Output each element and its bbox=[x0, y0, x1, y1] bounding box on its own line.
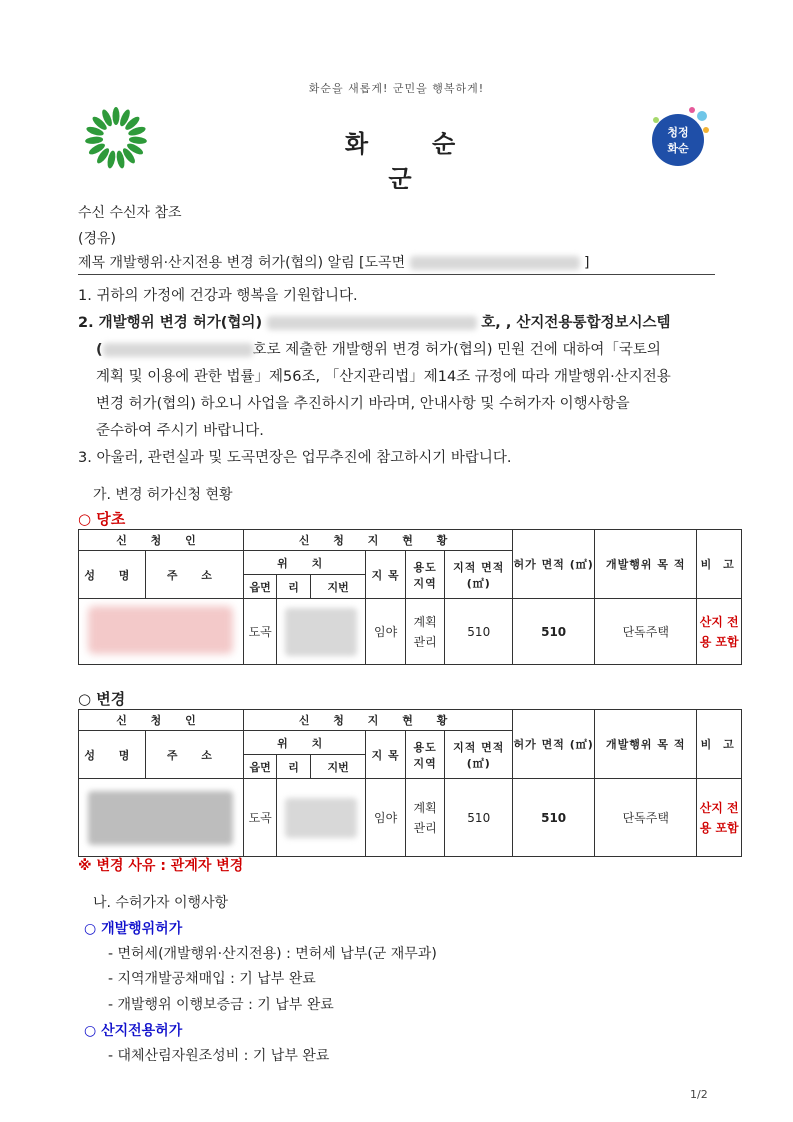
group-2-title: ○ 산지전용허가 bbox=[84, 1023, 183, 1039]
col-remark: 비 고 bbox=[697, 710, 742, 779]
group-1-item-2: - 지역개발공채매입 : 기 납부 완료 bbox=[108, 971, 316, 987]
col-land-category: 지 목 bbox=[366, 551, 405, 599]
item-2-line-2 bbox=[78, 337, 718, 364]
cell-purpose: 단독주택 bbox=[595, 779, 697, 857]
cell-permit-area: 510 bbox=[513, 779, 595, 857]
col-lot: 지번 bbox=[310, 575, 366, 599]
item-3: 3. 아울러, 관련실과 및 도곡면장은 업무추진에 참고하시기 바랍니다. bbox=[78, 450, 512, 466]
redacted-block bbox=[285, 798, 357, 838]
col-applicant: 신 청 인 bbox=[79, 530, 244, 551]
cell-purpose: 단독주택 bbox=[595, 599, 697, 665]
group-1-item-1: - 면허세(개발행위·산지전용) : 면허세 납부(군 재무과) bbox=[108, 946, 437, 962]
cell-village-lot bbox=[277, 779, 366, 857]
col-address: 주 소 bbox=[145, 551, 243, 599]
change-reason: ※ 변경 사유 : 관계자 변경 bbox=[78, 858, 244, 874]
col-location: 위 치 bbox=[243, 551, 365, 575]
county-logo-icon bbox=[80, 102, 152, 174]
col-purpose: 개발행위 목 적 bbox=[595, 710, 697, 779]
item-2-line-5: 준수하여 주시기 바랍니다. bbox=[96, 423, 264, 439]
item-2-paren: ( bbox=[96, 342, 103, 358]
redacted-block bbox=[410, 256, 580, 270]
col-township: 읍면 bbox=[243, 755, 276, 779]
item-2-line-1 bbox=[78, 310, 718, 337]
applicant-cell bbox=[79, 599, 244, 665]
col-land-category: 지 목 bbox=[366, 731, 405, 779]
item-2-text: 호로 제출한 개발행위 변경 허가(협의) 민원 건에 대하여「국토의 bbox=[252, 342, 661, 358]
cell-township: 도곡 bbox=[243, 599, 276, 665]
item-2-line-4: 변경 허가(협의) 하오니 사업을 추진하시기 바라며, 안내사항 및 수허가자 이행사항을 bbox=[96, 396, 630, 412]
svg-text:청정: 청정 bbox=[667, 126, 689, 139]
col-lot: 지번 bbox=[310, 755, 366, 779]
item-2-heading: 2. 개발행위 변경 허가(협의) bbox=[78, 315, 263, 331]
cell-zoning: 계획 관리 bbox=[405, 779, 444, 857]
cell-remark: 산지 전용 포함 bbox=[697, 779, 742, 857]
subject-close: ] bbox=[584, 255, 590, 271]
divider bbox=[78, 274, 715, 275]
section-a-title: 가. 변경 허가신청 현황 bbox=[93, 487, 233, 503]
changed-label: ○ 변경 bbox=[78, 690, 126, 708]
organization-name: 화순군 bbox=[344, 130, 520, 193]
cell-zoning: 계획 관리 bbox=[405, 599, 444, 665]
col-name: 성 명 bbox=[79, 551, 146, 599]
subject-line bbox=[78, 252, 718, 272]
group-1-title: ○ 개발행위허가 bbox=[84, 921, 183, 937]
redacted-block bbox=[267, 316, 477, 330]
page-number: 1/2 bbox=[690, 1088, 708, 1101]
col-zoning: 용도 지역 bbox=[405, 551, 444, 599]
col-name: 성 명 bbox=[79, 731, 146, 779]
cell-land-category: 임야 bbox=[366, 779, 405, 857]
col-village: 리 bbox=[277, 755, 310, 779]
col-permit-area: 허가 면적 (㎡) bbox=[513, 530, 595, 599]
col-applicant: 신 청 인 bbox=[79, 710, 244, 731]
slogan-logo-icon bbox=[642, 102, 714, 174]
cell-parcel-area: 510 bbox=[445, 779, 513, 857]
group-1-item-3: - 개발행위 이행보증금 : 기 납부 완료 bbox=[108, 997, 334, 1013]
item-2-line-3: 계획 및 이용에 관한 법률」제56조, 「산지관리법」제14조 규정에 따라 개발행위·산지전용 bbox=[96, 369, 671, 385]
col-remark: 비 고 bbox=[697, 530, 742, 599]
svg-text:화순: 화순 bbox=[667, 142, 689, 155]
col-site: 신 청 지 현 황 bbox=[243, 530, 512, 551]
cell-township: 도곡 bbox=[243, 779, 276, 857]
redacted-block bbox=[285, 608, 357, 656]
original-table bbox=[78, 529, 742, 665]
item-2-system: 호, , 산지전용통합정보시스템 bbox=[481, 315, 671, 331]
redacted-block bbox=[103, 343, 253, 357]
col-parcel-area: 지적 면적 (㎡) bbox=[445, 731, 513, 779]
cell-parcel-area: 510 bbox=[445, 599, 513, 665]
item-1: 1. 귀하의 가정에 건강과 행복을 기원합니다. bbox=[78, 288, 358, 304]
slogan: 화순을 새롭게! 군민을 행복하게! bbox=[308, 82, 485, 95]
original-label: ○ 당초 bbox=[78, 510, 126, 528]
col-village: 리 bbox=[277, 575, 310, 599]
applicant-cell bbox=[79, 779, 244, 857]
changed-table bbox=[78, 709, 742, 857]
cell-land-category: 임야 bbox=[366, 599, 405, 665]
col-permit-area: 허가 면적 (㎡) bbox=[513, 710, 595, 779]
col-site: 신 청 지 현 황 bbox=[243, 710, 512, 731]
recipient-line: 수신 수신자 참조 bbox=[78, 205, 182, 221]
section-b-title: 나. 수허가자 이행사항 bbox=[93, 895, 229, 911]
body-paragraphs bbox=[78, 283, 718, 472]
cell-village-lot bbox=[277, 599, 366, 665]
cell-remark: 산지 전용 포함 bbox=[697, 599, 742, 665]
col-location: 위 치 bbox=[243, 731, 365, 755]
subject-text: 제목 개발행위·산지전용 변경 허가(협의) 알림 [도곡면 bbox=[78, 255, 406, 271]
col-township: 읍면 bbox=[243, 575, 276, 599]
redacted-block bbox=[88, 791, 233, 845]
redacted-block bbox=[88, 606, 233, 654]
col-purpose: 개발행위 목 적 bbox=[595, 530, 697, 599]
col-zoning: 용도 지역 bbox=[405, 731, 444, 779]
via-line: (경유) bbox=[78, 231, 116, 247]
col-parcel-area: 지적 면적 (㎡) bbox=[445, 551, 513, 599]
col-address: 주 소 bbox=[145, 731, 243, 779]
group-2-item-1: - 대체산림자원조성비 : 기 납부 완료 bbox=[108, 1048, 330, 1064]
cell-permit-area: 510 bbox=[513, 599, 595, 665]
